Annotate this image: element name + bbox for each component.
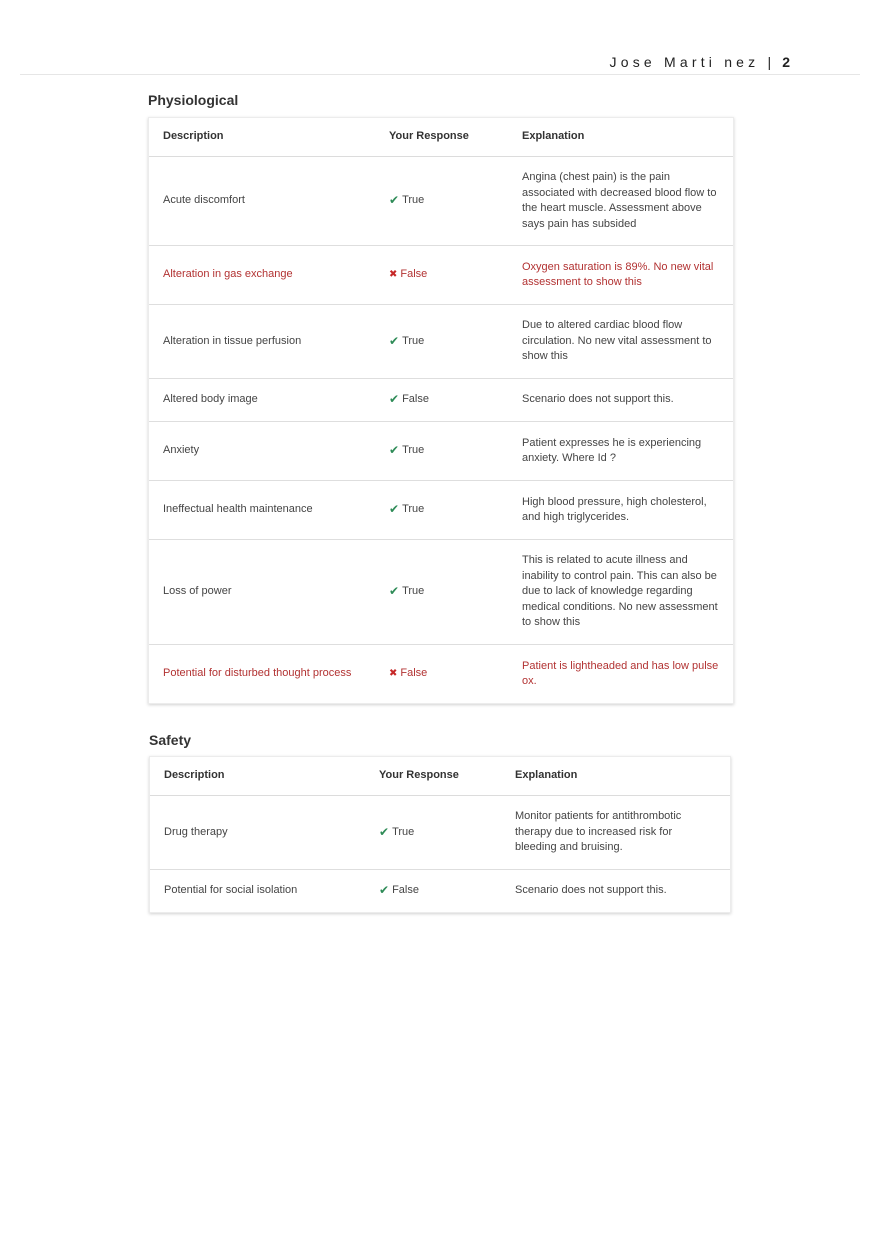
row-description: Loss of power [163, 585, 232, 598]
row-response-cell [389, 193, 522, 209]
table-row [149, 645, 733, 703]
response-text: True [402, 334, 425, 347]
checkmark-icon: ✔ [379, 883, 390, 898]
row-description: Alteration in gas exchange [163, 268, 293, 281]
column-header-response: Your Response [379, 769, 459, 782]
response-value [389, 334, 522, 350]
author-name: Jose Marti nez [609, 54, 760, 70]
page-number: 2 [782, 54, 790, 70]
column-header-explanation: Explanation [522, 130, 585, 143]
section-title-safety: Safety [149, 732, 192, 748]
row-description: Altered body image [163, 393, 258, 406]
row-response-cell [379, 825, 515, 841]
row-explanation: Angina (chest pain) is the pain associated with decreased blood flow to the heart muscle. Assessment above says pain has subsided [522, 171, 717, 230]
table-row [149, 246, 733, 305]
column-header-description: Description [163, 130, 224, 143]
row-response-cell [389, 443, 522, 459]
header-separator: | [767, 54, 772, 70]
table-row [149, 422, 733, 481]
row-explanation: Oxygen saturation is 89%. No new vital assessment to show this [522, 260, 714, 288]
response-value [389, 443, 522, 459]
table-row [149, 305, 733, 379]
row-explanation: Patient is lightheaded and has low pulse ox. [522, 659, 719, 687]
response-text: True [402, 444, 425, 457]
row-explanation: Scenario does not support this. [522, 393, 674, 406]
response-text: True [402, 585, 425, 598]
response-text: False [402, 393, 429, 406]
checkmark-icon: ✔ [389, 443, 400, 458]
header-author-line [610, 54, 790, 70]
row-response-cell [389, 584, 522, 600]
row-description: Potential for disturbed thought process [163, 667, 352, 680]
row-description: Ineffectual health maintenance [163, 503, 313, 516]
table-row [150, 796, 730, 870]
row-explanation: Due to altered cardiac blood flow circulation. No new vital assessment to show this [522, 319, 712, 363]
row-response-cell [389, 334, 522, 350]
column-header-description: Description [164, 769, 225, 782]
response-value [389, 267, 522, 283]
column-header-explanation: Explanation [515, 769, 578, 782]
response-text: True [392, 825, 415, 838]
checkmark-icon: ✔ [389, 502, 400, 517]
checkmark-icon: ✔ [389, 584, 400, 599]
table-row [150, 870, 730, 912]
checkmark-icon: ✔ [389, 333, 400, 348]
checkmark-icon: ✔ [389, 193, 400, 208]
response-text: False [392, 884, 419, 897]
row-description: Anxiety [163, 444, 200, 457]
cross-icon: ✖ [389, 269, 398, 281]
row-explanation: This is related to acute illness and inability to control pain. This can also be due to lack of knowledge regarding medical conditions. No new assessment to show this [522, 554, 718, 629]
response-text: False [400, 268, 428, 281]
cross-icon: ✖ [389, 668, 398, 680]
row-response-cell [389, 267, 522, 283]
response-value [379, 883, 515, 899]
table-header-row [150, 757, 730, 796]
row-description: Potential for social isolation [164, 884, 298, 897]
checkmark-icon: ✔ [389, 392, 400, 407]
safety-table [149, 756, 731, 913]
table-header-row [149, 118, 733, 157]
column-header-response: Your Response [389, 130, 469, 143]
row-response-cell [389, 392, 522, 408]
row-description: Alteration in tissue perfusion [163, 334, 302, 347]
physiological-table [148, 117, 734, 704]
table-row [149, 540, 733, 645]
row-response-cell [389, 666, 522, 682]
response-value [389, 392, 522, 408]
row-explanation: Scenario does not support this. [515, 884, 667, 897]
row-explanation: High blood pressure, high cholesterol, and high triglycerides. [522, 495, 707, 523]
response-text: False [400, 667, 428, 680]
row-description: Acute discomfort [163, 194, 245, 207]
row-description: Drug therapy [164, 825, 228, 838]
row-response-cell [389, 502, 522, 518]
table-row [149, 157, 733, 246]
row-explanation: Patient expresses he is experiencing anxiety. Where Id ? [522, 436, 702, 464]
response-value [379, 825, 515, 841]
response-value [389, 666, 522, 682]
table-row [149, 481, 733, 540]
response-value [389, 502, 522, 518]
response-text: True [402, 194, 425, 207]
page-header [20, 54, 860, 75]
section-title-physiological: Physiological [148, 92, 239, 108]
row-response-cell [379, 883, 515, 899]
table-row [149, 379, 733, 422]
checkmark-icon: ✔ [379, 824, 390, 839]
response-text: True [402, 503, 425, 516]
row-explanation: Monitor patients for antithrombotic therapy due to increased risk for bleeding and bruising. [515, 810, 682, 854]
response-value [389, 193, 522, 209]
response-value [389, 584, 522, 600]
